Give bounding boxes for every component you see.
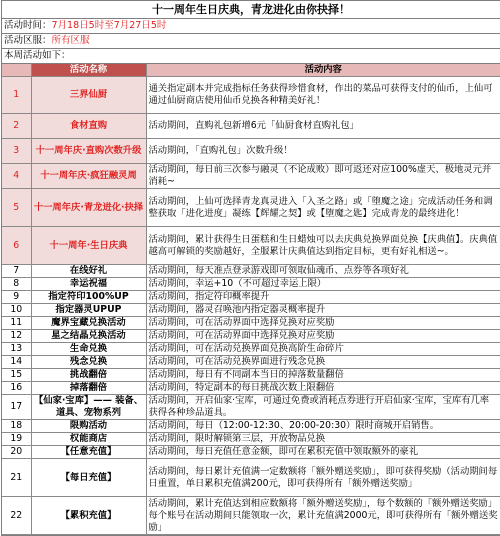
header-no bbox=[2, 64, 31, 77]
activity-time-value: 7月18日5时至7月27日5时 bbox=[51, 20, 167, 31]
row-number: 5 bbox=[2, 189, 31, 227]
row-number: 11 bbox=[2, 317, 31, 330]
activity-name: 食材直购 bbox=[31, 114, 146, 139]
row-number: 2 bbox=[2, 114, 31, 139]
activity-name: 【每日充值】 bbox=[31, 459, 146, 497]
table-row bbox=[2, 189, 500, 227]
table-row bbox=[2, 164, 500, 189]
activity-name: 指定器灵UPUP bbox=[31, 304, 146, 317]
table-row bbox=[2, 433, 500, 446]
activity-time-row bbox=[2, 19, 500, 34]
activity-content: 活动期间，特定副本的每日挑战次数上限翻倍 bbox=[146, 382, 500, 395]
table-row bbox=[2, 330, 500, 343]
table-row bbox=[2, 446, 500, 459]
row-number: 12 bbox=[2, 330, 31, 343]
activity-notice bbox=[1, 0, 500, 536]
table-row bbox=[2, 369, 500, 382]
table-row bbox=[2, 356, 500, 369]
activity-content: 活动期间，累计获得生日蛋糕和生日蜡烛可以去庆典兑换界面兑换【庆典值】。庆典值越高可解锁的奖励越好，全服累计庆典值达到指定目标，更有好礼相送~。 bbox=[146, 227, 500, 265]
activity-name: 在线好礼 bbox=[31, 265, 146, 278]
activity-content: 活动期间，限时解锁第三层，开放物品兑换 bbox=[146, 433, 500, 446]
activity-name: 【仙家·宝库】—— 装备、道具、宠物系列 bbox=[31, 395, 146, 420]
activity-area-row bbox=[2, 34, 500, 49]
row-number: 13 bbox=[2, 343, 31, 356]
activity-content: 活动期间，开启仙家·宝库，可通过免费或消耗点券进行开启仙家·宝库，宝库有几率获得各种珍品道具。 bbox=[146, 395, 500, 420]
row-number: 21 bbox=[2, 459, 31, 497]
activity-content: 活动期间，每日有不同副本当日的掉落数量翻倍 bbox=[146, 369, 500, 382]
row-number: 16 bbox=[2, 382, 31, 395]
activity-name: 十一周年庆·直购次数升级 bbox=[31, 139, 146, 164]
table-row bbox=[2, 382, 500, 395]
table-row bbox=[2, 139, 500, 164]
header-activity-name: 活动名称 bbox=[31, 64, 146, 77]
row-number: 22 bbox=[2, 497, 31, 535]
activity-name: 限购活动 bbox=[31, 420, 146, 433]
activity-name: 幸运祝福 bbox=[31, 278, 146, 291]
activity-content: 活动期间，累计充值达到相应数额将「额外赠送奖励」，每个数额的「额外赠送奖励」每个账号在活动期间只能领取一次，累计充值满2000元，即可获得所有「额外赠送奖励」 bbox=[146, 497, 500, 535]
weekly-activities-label: 本周活动如下： bbox=[2, 49, 500, 64]
activity-content: 活动期间，「直购礼包」次数升级！ bbox=[146, 139, 500, 164]
activity-name: 【任意充值】 bbox=[31, 446, 146, 459]
table-row bbox=[2, 395, 500, 420]
row-number: 6 bbox=[2, 227, 31, 265]
activity-name: 权能商店 bbox=[31, 433, 146, 446]
activity-name: 三界仙厨 bbox=[31, 77, 146, 114]
activity-content: 活动期间，每日累计充值满一定数额将「额外赠送奖励」，即可获得奖励（活动期间每日重置，单日累积充值满200元，即可获得所有「额外赠送奖励」 bbox=[146, 459, 500, 497]
row-number: 1 bbox=[2, 77, 31, 114]
table-header-row bbox=[2, 64, 500, 77]
activity-name: 挑战翻倍 bbox=[31, 369, 146, 382]
activity-content: 活动期间，直购礼包新增6元「仙厨食材直购礼包」 bbox=[146, 114, 500, 139]
table-row bbox=[2, 317, 500, 330]
activity-content: 活动期间，每日充值任意金额，即可在累积充值中领取额外的豪礼 bbox=[146, 446, 500, 459]
row-number: 14 bbox=[2, 356, 31, 369]
activity-table bbox=[2, 64, 500, 535]
row-number: 15 bbox=[2, 369, 31, 382]
activity-area-label: 活动区服： bbox=[4, 35, 52, 46]
table-row bbox=[2, 114, 500, 139]
activity-name: 指定符印100%UP bbox=[31, 291, 146, 304]
activity-name: 十一周年·生日庆典 bbox=[31, 227, 146, 265]
table-row bbox=[2, 497, 500, 535]
activity-name: 星之结晶兑换活动 bbox=[31, 330, 146, 343]
activity-content: 活动期间，上仙可选择青龙真灵进入「入圣之路」或「堕魔之途」完成活动任务和调整获取「进化进度」凝练【辉耀之契】或【堕魔之匙】完成青龙的最终进化！ bbox=[146, 189, 500, 227]
row-number: 3 bbox=[2, 139, 31, 164]
activity-content: 活动期间，可在活动界面中选择兑换对应奖励 bbox=[146, 330, 500, 343]
table-row bbox=[2, 278, 500, 291]
row-number: 9 bbox=[2, 291, 31, 304]
table-row bbox=[2, 227, 500, 265]
row-number: 17 bbox=[2, 395, 31, 420]
notice-title: 十一周年生日庆典，青龙进化由你抉择！ bbox=[2, 1, 500, 19]
activity-name: 十一周年庆·青龙进化·抉择 bbox=[31, 189, 146, 227]
row-number: 20 bbox=[2, 446, 31, 459]
row-number: 19 bbox=[2, 433, 31, 446]
table-row bbox=[2, 77, 500, 114]
table-row bbox=[2, 343, 500, 356]
activity-content: 活动期间，可在活动兑换界面进行残念兑换 bbox=[146, 356, 500, 369]
activity-name: 【累积充值】 bbox=[31, 497, 146, 535]
table-row bbox=[2, 291, 500, 304]
activity-content: 活动期间，指定符印概率提升 bbox=[146, 291, 500, 304]
activity-content: 活动期间，幸运+10（不可超过幸运上限） bbox=[146, 278, 500, 291]
activity-content: 活动期间，可在活动兑换界面兑换高阶生命碎片 bbox=[146, 343, 500, 356]
activity-name: 十一周年庆·疯狂融灵周 bbox=[31, 164, 146, 189]
header-activity-content: 活动内容 bbox=[146, 64, 500, 77]
row-number: 18 bbox=[2, 420, 31, 433]
activity-name: 掉落翻倍 bbox=[31, 382, 146, 395]
activity-content: 活动期间，每天准点登录游戏即可领取仙魂币、点券等各项好礼 bbox=[146, 265, 500, 278]
row-number: 4 bbox=[2, 164, 31, 189]
activity-content: 通关指定副本并完成指标任务获得珍惜食材，作出的菜品可获得支付的仙币，上仙可通过仙厨商店使用仙币兑换各种精美好礼！ bbox=[146, 77, 500, 114]
table-row bbox=[2, 265, 500, 278]
table-row bbox=[2, 459, 500, 497]
activity-area-value: 所有区服 bbox=[51, 35, 90, 46]
activity-name: 生命兑换 bbox=[31, 343, 146, 356]
activity-content: 活动期间，器灵召唤池内指定器灵概率提升 bbox=[146, 304, 500, 317]
row-number: 8 bbox=[2, 278, 31, 291]
activity-content: 活动期间，可在活动界面中选择兑换对应奖励 bbox=[146, 317, 500, 330]
row-number: 10 bbox=[2, 304, 31, 317]
activity-name: 残念兑换 bbox=[31, 356, 146, 369]
table-row bbox=[2, 420, 500, 433]
activity-content: 活动期间，每日（12:00-12:30、20:00-20:30）限时商城开启销售。 bbox=[146, 420, 500, 433]
activity-name: 魔界宝藏兑换活动 bbox=[31, 317, 146, 330]
activity-time-label: 活动时间： bbox=[4, 20, 52, 31]
row-number: 7 bbox=[2, 265, 31, 278]
table-row bbox=[2, 304, 500, 317]
activity-content: 活动期间，每日前三次参与融灵（不论成败）即可返还对应100%虚天、极地灵元并消耗~ bbox=[146, 164, 500, 189]
